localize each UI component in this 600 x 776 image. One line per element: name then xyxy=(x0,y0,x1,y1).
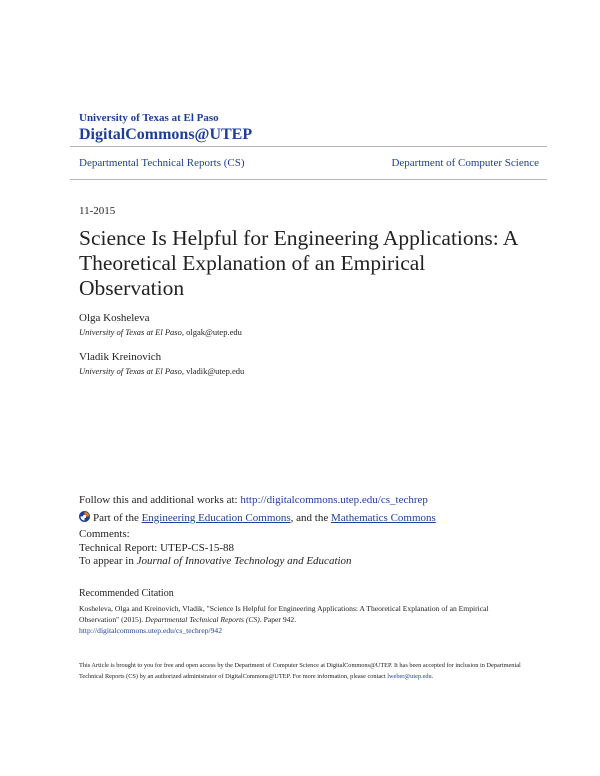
follow-url-link[interactable]: http://digitalcommons.utep.edu/cs_techrep xyxy=(240,494,428,506)
appear-prefix: To appear in xyxy=(79,555,137,567)
comments-block xyxy=(79,528,352,569)
affiliation-text: University of Texas at El Paso xyxy=(79,366,182,376)
notice-text: This Article is brought to you for free and open access by the Department of Computer Science at DigitalCommons@UTEP. It has been accepted for inclusion in Departmental Technical Reports (CS) by an authorized administrator of DigitalCommons@UTEP. For more information, please contact xyxy=(79,662,521,680)
technical-report-number: Technical Report: UTEP-CS-15-88 xyxy=(79,541,235,554)
author-affiliation xyxy=(79,366,244,377)
author-email: , olgak@utep.edu xyxy=(181,327,242,337)
author-email: , vladik@utep.edu xyxy=(181,366,245,376)
citation-url-link[interactable]: http://digitalcommons.utep.edu/cs_techrep/942 xyxy=(79,626,222,635)
collection-link[interactable]: Departmental Technical Reports (CS) xyxy=(79,157,245,169)
repository-name[interactable]: DigitalCommons@UTEP xyxy=(79,126,253,143)
journal-name: Journal of Innovative Technology and Education xyxy=(136,555,352,567)
citation-paper: . Paper 942. xyxy=(259,615,297,624)
university-name[interactable]: University of Texas at El Paso xyxy=(79,112,219,124)
mathematics-commons-link[interactable]: Mathematics Commons xyxy=(331,512,436,524)
repository-header xyxy=(79,112,252,144)
contact-email-link[interactable]: lweber@utep.edu xyxy=(387,673,432,680)
author-affiliation xyxy=(79,327,242,338)
access-notice xyxy=(79,660,524,682)
citation-series: Departmental Technical Reports (CS) xyxy=(145,615,260,624)
network-icon xyxy=(79,511,90,522)
follow-line xyxy=(79,494,428,507)
divider-bottom xyxy=(70,179,547,180)
author-name: Olga Kosheleva xyxy=(79,312,150,324)
divider-top xyxy=(70,146,547,147)
publication-date: 11-2015 xyxy=(79,205,116,217)
affiliation-text: University of Texas at El Paso xyxy=(79,327,182,337)
author-name: Vladik Kreinovich xyxy=(79,351,162,363)
engineering-education-link[interactable]: Engineering Education Commons xyxy=(141,512,291,524)
follow-prefix: Follow this and additional works at: xyxy=(79,494,241,506)
comments-label: Comments: xyxy=(79,528,130,540)
part-of-middle: , and the xyxy=(290,512,331,524)
recommended-citation-heading: Recommended Citation xyxy=(79,588,174,599)
document-title: Science Is Helpful for Engineering Applications: A Theoretical Explanation of an Empirical Observation xyxy=(79,226,518,300)
part-of-prefix: Part of the xyxy=(93,512,142,524)
citation-text: Kosheleva, Olga and Kreinovich, Vladik, "Science Is Helpful for Engineering Applications: A Theoretical Explanation of an Empirical Observation" (2015). xyxy=(79,604,489,624)
notice-end: . xyxy=(431,673,434,680)
appear-in-line xyxy=(79,555,352,569)
author-block xyxy=(79,350,244,377)
part-of-line xyxy=(79,511,436,525)
recommended-citation xyxy=(79,603,524,636)
department-link[interactable]: Department of Computer Science xyxy=(391,157,539,169)
author-block xyxy=(79,311,242,338)
